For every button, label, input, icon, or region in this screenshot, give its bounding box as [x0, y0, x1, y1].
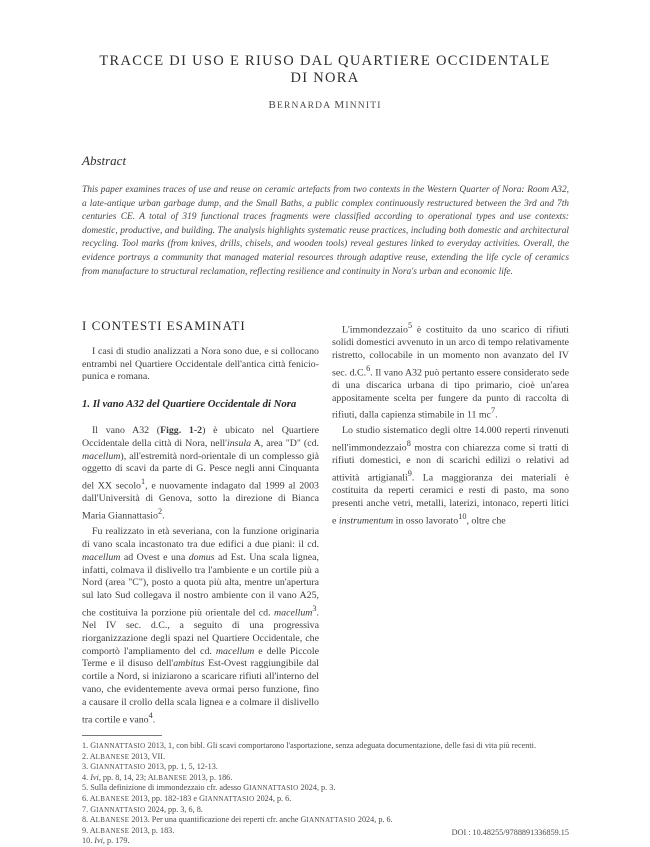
footnote-3: 3. GIANNATTASIO 2013, pp. 1, 5, 12-13.	[82, 762, 218, 772]
footnote-ref-2[interactable]: 2	[157, 507, 163, 517]
abstract-heading: Abstract	[82, 153, 127, 168]
paragraph-4: Lo studio sistematico degli oltre 14.000 reperti rinvenuti nell'immondezzaio$^8$ mostra con chiarezza come si tratti di rifiuti domestici, e non di scarichi edilizi o relativi ad attività artigianali$^9$. La maggioranza dei materiali è costituita da reperti ceramici e resti di pasto, ma sono presenti anche vetri, metalli, laterizi, intonaco, reperti litici e instrumentum in osso lavorato$^{10}$, oltre che	[332, 425, 570, 527]
footnote-1: 1. GIANNATTASIO 2013, 1, con bibl. Gli scavi comportarono l'asportazione, senza adeguata documentazione, delle fasi di vita più recenti.	[82, 741, 536, 750]
paragraph-2: Fu realizzato in età severiana, con la funzione originaria di vano scala incastonato tra due edifici a due piani: il cd. macellum ad Ovest e una domus ad Est. Una scala lignea, infatti, colmava il dislivello tra l'ambiente e un cortile più a Nord (area "C"), posto a quota più alta, mentre un'apertura sul lato Sud collegava il nostro ambiente con il vano A25, che costituiva la porzione più orientale del cd. macellum$^3$. Nel IV sec. d.C., a seguito di una progressiva riorganizzazione degli spazi nel Quartiere Occidentale, che comportò l'ampliamento del cd. macellum e delle Piccole Terme e il disuso dell'ambitus Est-Ovest raggiungibile dal cortile a Nord, si iniziarono a scaricare rifiuti all'interno del vano, che evidentemente aveva ormai perso funzione, fino a causare il crollo della scala lignea e a colmare il dislivello tra cortile e vano$^4$.	[82, 526, 319, 725]
doi-line: DOI : 10.48255/9788891336859.15	[451, 828, 569, 837]
footnote-7: 7. GIANNATTASIO 2024, pp. 3, 6, 8.	[82, 804, 203, 814]
footnote-ref-5[interactable]: 5	[407, 321, 413, 330]
footnote-4: 4. Ivi, pp. 8, 14, 23; ALBANESE 2013, p. 186.	[82, 772, 233, 782]
intro-paragraph: I casi di studio analizzati a Nora sono due, e si collocano entrambi nel Quartiere Occidentale dell'antica città fenicio-punica e romana.	[82, 345, 319, 383]
footnote-divider	[82, 735, 162, 736]
footnote-ref-4[interactable]: 4	[148, 710, 153, 720]
footnote-5: 5. Sulla definizione di immondezzaio cfr. adesso GIANNATTASIO 2024, p. 3.	[82, 783, 336, 793]
author-name: BERNARDA MINNITI	[268, 99, 382, 111]
title-line-2: DI NORA	[290, 70, 360, 86]
footnote-ref-3[interactable]: 3	[312, 603, 317, 613]
body-column-right-content	[332, 320, 569, 528]
title-line-1: TRACCE DI USO E RIUSO DAL QUARTIERE OCCIDENTALE	[99, 53, 551, 69]
abstract-text: This paper examines traces of use and reuse on ceramic artefacts from two contexts in the Western Quarter of Nora: Room A32, a late-antique urban garbage dump, and the Small Baths, a public complex continuously restructured between the 3rd and 7th centuries CE. A total of 319 functional traces fragments were classified according to operational types and use contexts: domestic, productive, and building. The analysis highlights systematic reuse practices, including both domestic and architectural recycling. Tool marks (from knives, drills, chisels, and wooden tools) reveal gestures linked to everyday activities. Overall, the evidence portrays a community that managed material resources through adaptive reuse, extending the life cycle of ceramics from manufacture to structural reclamation, reflecting resilience and continuity in Nora's urban and economic life.	[82, 185, 569, 277]
footnote-ref-10[interactable]: 10	[458, 511, 467, 521]
footnote-ref-9[interactable]: 9	[407, 469, 412, 479]
footnote-2: 2. ALBANESE 2013, VII.	[82, 751, 166, 761]
footnote-ref-1[interactable]: 1	[141, 477, 146, 487]
footnote-9: 9. ALBANESE 2013, p. 183.	[82, 825, 175, 835]
article-title	[80, 53, 570, 87]
footnote-ref-7[interactable]: 7	[490, 406, 496, 416]
paragraph-3: L'immondezzaio$^5$ è costituito da uno scarico di rifiuti solidi domestici avvenuto in un arco di tempo relativamente ristretto, collocabile in un momento non avanzato del IV sec. d.C.$^6$. Il vano A32 può pertanto essere considerato sede di una discarica urbana di tipo primario, cioè un'area appositamente scelta per fungere da punto di raccolta di rifiuti, dalla capienza stimabile in 11 $mc^7$.	[332, 321, 569, 421]
footnote-6: 6. ALBANESE 2013, pp. 182-183 e GIANNATTASIO 2024, p. 6.	[82, 793, 292, 803]
footnote-10: 10. Ivi, p. 179.	[82, 836, 130, 846]
section-heading: I CONTESTI ESAMINATI	[82, 318, 246, 333]
subsection-heading: 1. Il vano A32 del Quartiere Occidentale di Nora	[82, 398, 297, 411]
footnote-ref-8[interactable]: 8	[406, 439, 411, 449]
paragraph-1: Il vano A32 (Figg. 1-2) è ubicato nel Quartiere Occidentale della città di Nora, nell'insula A, area "D" (cd. macellum), all'estremità nord-orientale di un complesso già oggetto di scavi da parte di G. Pesce negli anni Cinquanta del XX secolo$^1$, e nuovamente indagato dal 1999 al 2003 dall'Università di Genova, sotto la direzione di Bianca Maria Giannattasio$^2$.	[82, 424, 319, 522]
footnote-ref-6[interactable]: 6	[366, 363, 371, 373]
footnote-8: 8. ALBANESE 2013. Per una quantificazione dei reperti cfr. anche GIANNATTASIO 2024, p. 6.	[82, 815, 393, 825]
figure-reference[interactable]: Figg. 1-2	[160, 424, 203, 436]
body-column-left	[82, 320, 319, 727]
